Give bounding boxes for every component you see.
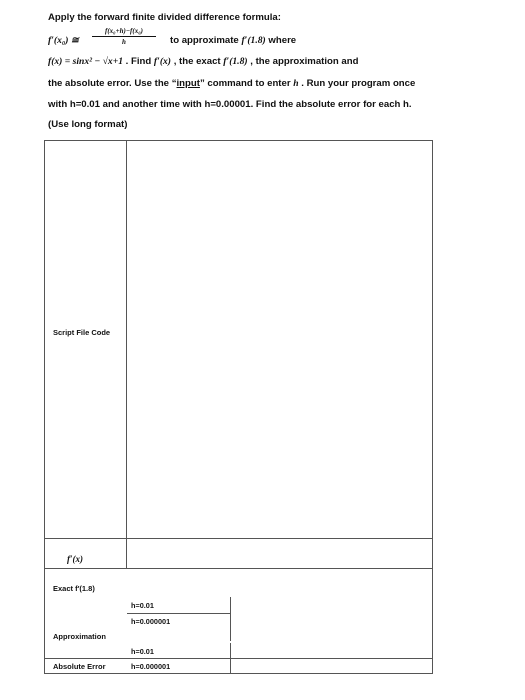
fprime-x-text: f′(x) [153,56,172,67]
exact-text: , the exact [173,56,221,67]
line3-part-b: ” command to enter [199,78,291,89]
approx-inner-divider [127,613,231,614]
formula-lhs: f′(x₀) ≅ [48,35,79,46]
line3-part-c: . Run your program once [301,78,416,89]
absolute-error-divider [45,658,432,659]
function-line [48,56,358,67]
formula-tail-line [170,35,296,46]
question-title: Apply the forward finite divided difference formula: [48,12,281,23]
approximation-label: Approximation [53,632,106,641]
script-file-code-label: Script File Code [53,328,111,337]
run-instructions: with h=0.01 and another time with h=0.00001. Find the absolute error for each h. [48,99,412,110]
row-divider-fprime [45,568,432,569]
find-text: . Find [125,56,152,67]
approximation-h2: h=0.000001 [131,617,171,626]
difference-fraction [92,27,156,47]
instruction-line [48,78,415,89]
answer-table [44,140,433,674]
where-text: where [268,35,297,46]
approximation-h1: h=0.01 [131,601,154,610]
target-expression: f′(1.8) [241,35,266,46]
exact-label: Exact f′(1.8) [53,584,95,593]
fraction-numerator: f(x₀+h)−f(x₀) [92,27,156,37]
line2-tail: , the approximation and [250,56,359,67]
row-divider-script [45,538,432,539]
format-note: (Use long format) [48,119,128,130]
fraction-denominator: h [122,38,126,46]
absolute-error-label: Absolute Error [53,662,106,671]
formula-tail-text: to approximate [170,35,239,46]
absolute-error-h1: h=0.01 [131,647,154,656]
formula-line [48,35,79,46]
line3-part-a: the absolute error. Use the “ [48,78,177,89]
input-command-word: input [176,78,200,89]
fprime-label: f′(x) [67,554,84,564]
function-definition: f(x) = sinx² − √x+1 [48,56,123,67]
column-divider [126,141,127,568]
absolute-error-h2: h=0.000001 [131,662,171,671]
h-symbol: h [293,78,299,89]
fprime-18-text: f′(1.8) [223,56,248,67]
